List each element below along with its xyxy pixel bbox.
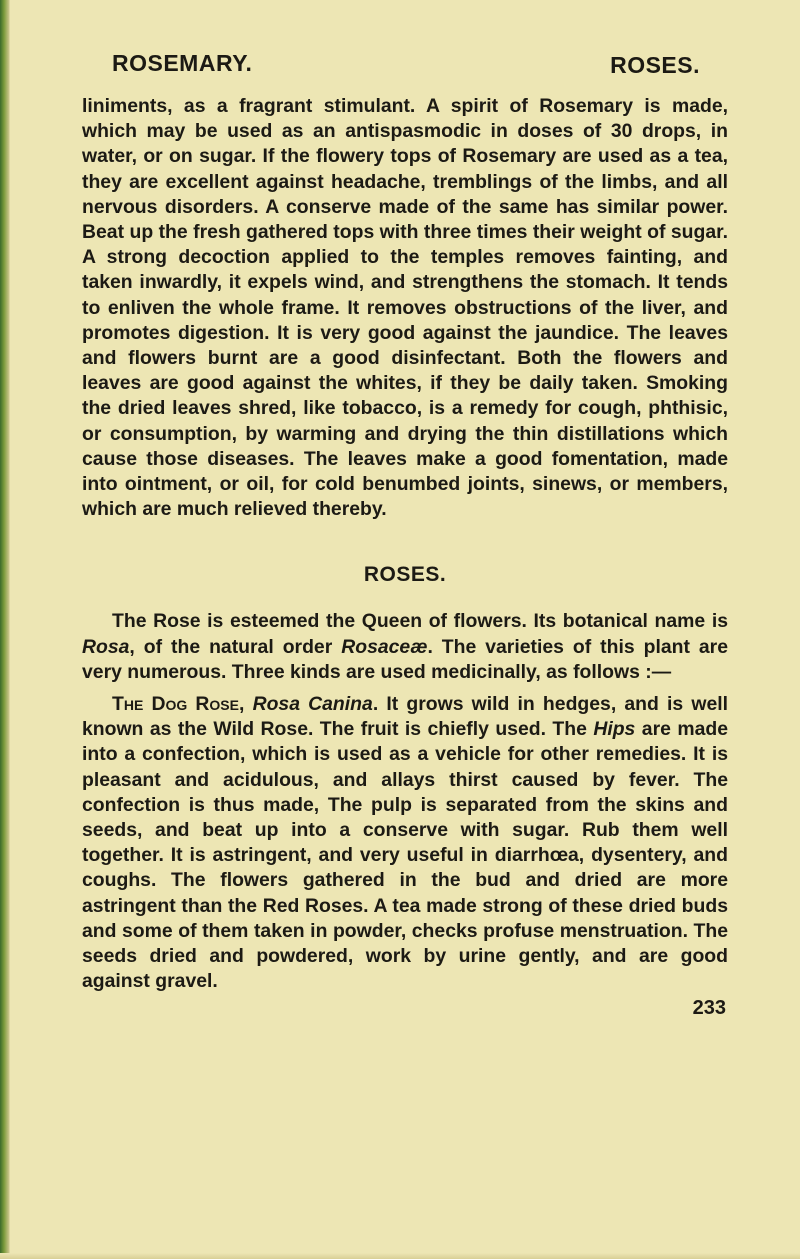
page (82, 40, 728, 1020)
rosemary-paragraph: liniments, as a fragrant stimulant. A spirit of Rosemary is made, which may be used as an antispasmodic in doses of 30 drops, in water, or on sugar. If the flowery tops of Rosemary are used as a tea, they are excellent against headache, tremblings of the limbs, and all nervous disorders. A conserve made of the same has similar power. Beat up the fresh gathered tops with three times their weight of sugar. A strong decoction applied to the temples removes fainting, and taken inwardly, it expels wind, and strengthens the stomach. It tends to enliven the whole frame. It removes obstructions of the liver, and promotes digestion. It is very good against the jaundice. The leaves and flowers burnt are a good disinfectant. Both the flowers and leaves are good against the whites, if they be daily taken. Smoking the dried leaves shred, like tobacco, is a remedy for cough, phthisic, or consumption, by warming and drying the thin distillations which cause those diseases. The leaves make a good fomentation, made into ointment, or oil, for cold benumbed joints, sinews, or members, which are much relieved thereby. (82, 95, 728, 521)
intro-text-2: , of the natural order (129, 635, 342, 658)
roses-intro-paragraph (82, 609, 728, 685)
dog-rose-latin: Rosa Canina (252, 693, 373, 716)
binding-edge (0, 0, 10, 1259)
dog-rose-text-1: . It grows wild in hedges, and is well known as the Wild Rose. The fruit is chiefly used. The (82, 693, 729, 741)
genus-name: Rosa (82, 635, 130, 658)
intro-text-1: The Rose is esteemed the Queen of flowers. Its botanical name is (112, 610, 728, 633)
bottom-edge (0, 1253, 800, 1259)
dog-rose-sep: , (239, 693, 253, 716)
intro-text-3: . The varieties of this plant are very numerous. Three kinds are used medicinally, as follows :— (82, 635, 728, 683)
dog-rose-name: The Dog Rose (112, 693, 239, 716)
page-number: 233 (692, 996, 726, 1019)
dog-rose-text-2: are made into a confection, which is used as a vehicle for other remedies. It is pleasant and acidulous, and allays thirst caused by fever. The confection is thus made, The pulp is separated from the skins and seeds, and beat up into a conserve with sugar. Rub them well together. It is astringent, and very useful in diarrhœa, dysentery, and coughs. The flowers gathered in the bud and dried are more astringent than the Red Roses. A tea made strong of these dried buds and some of them taken in powder, checks profuse menstruation. The seeds dried and powdered, work by urine gently, and are good against gravel. (82, 718, 728, 993)
dog-rose-paragraph (82, 692, 728, 994)
running-head (82, 40, 728, 80)
hips-term: Hips (593, 718, 636, 741)
section-title: ROSES. (363, 563, 447, 587)
running-head-right: ROSES. (610, 52, 700, 78)
running-head-left: ROSEMARY. (112, 50, 253, 76)
order-name: Rosaceæ (341, 635, 428, 658)
